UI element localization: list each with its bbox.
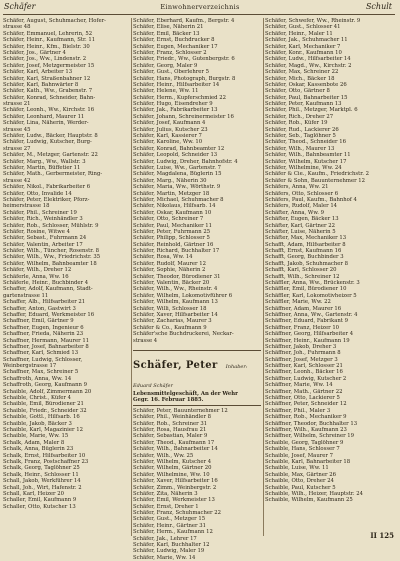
directory-entry: Schäfer, Philipp, Schlosser 5: [133, 235, 210, 242]
directory-entry: Schäfer, Zacharias, Maurer 3: [133, 318, 212, 325]
directory-entry: Schäfer & Sohn, Bauunternehmer 12: [265, 177, 366, 184]
directory-entry: Schäfers, Otto, Schlosser 6: [265, 190, 339, 197]
directory-entry: Schaible, Hans, Schlosser 7: [265, 446, 340, 453]
directory-entry: Schäfer, Wilhelm, Bahnbeamter 18: [3, 260, 97, 267]
column-middle: [133, 18, 261, 346]
directory-entry: Schaffer, Eduard, Werkmeister 16: [3, 311, 95, 318]
directory-entry: Schafft, Adam, Hilfsarbeiter 8: [265, 241, 346, 248]
directory-entry: Schäffner, Heinr., Kaufmann 19: [265, 337, 350, 344]
directory-entry: strasse 27: [3, 145, 31, 152]
directory-entry: Schäfer, Karoline, Ww. 10: [133, 139, 203, 146]
directory-entry: Schäffner, Peter, Schneider 12: [265, 401, 347, 408]
directory-entry: Schäfer, Rosa, Hausfrau 21: [133, 426, 207, 433]
directory-entry: Schäfer, Johann, Schreinermeister 16: [133, 113, 234, 120]
directory-entry: Schäfer, Martin, Büffetier 11: [3, 164, 81, 171]
directory-entry: Schaible, Otto, Dreher 24: [265, 478, 335, 485]
ad-line-2: Gegr. 16. Februar 1885.: [133, 397, 204, 404]
directory-entry: Schäfer, Zita, Näherin 3: [133, 490, 198, 497]
column-left: [3, 18, 129, 534]
directory-entry: Schäfer, Jak., Schuhmacher 11: [265, 37, 348, 44]
directory-entry: Schall, Karl, Heizer 20: [3, 490, 64, 497]
directory-entry: Schaffroth, Georg, Kaufmann 9: [3, 382, 87, 389]
directory-entry: Schäfer, Peter, Bauunternehmer 12: [133, 407, 228, 414]
directory-entry: Schaffner, Josef, Bahnarbeiter 8: [3, 343, 89, 350]
directory-entry: Schäfer, Lina, Näherin, Werder-: [3, 120, 89, 127]
directory-entry: Schäffler, Emil, Bürodiener 10: [265, 286, 347, 293]
directory-entry: Schafft, Ernst, Kaufmann 16: [265, 248, 342, 255]
directory-entry: Schäfer, Magdalena, Büglerin 15: [133, 171, 222, 178]
directory-entry: Schäfer, Luise, Ww., Gartenstr. 7: [133, 164, 221, 171]
directory-entry: Schaible, Wilhelm, Kaufmann 25: [265, 497, 353, 504]
directory-entry: Schäfer, Eugen, Mechaniker 17: [133, 43, 218, 50]
directory-entry: Schäfer, Josef, Metzgermeister 15: [3, 62, 95, 69]
directory-entry: Schäfer, Rosine, Witwe 4: [3, 228, 70, 235]
directory-entry: Schäfer, Wilhelm, Kutscher 17: [265, 158, 347, 165]
directory-entry: Schäfer, Jos., Gärtner 4: [3, 49, 66, 56]
directory-entry: Schäfer, Rud., Lackierer 26: [265, 126, 339, 133]
directory-entry: Schäfer, Theod., Kaufmann 17: [133, 439, 215, 446]
directory-entry: Schäfer, Wilhelmine, Ww. 24: [265, 164, 342, 171]
directory-entry: Schäffner, Jakob, Dreher 3: [265, 343, 337, 350]
directory-entry: Schäfer, Otto, Gärtner 8: [265, 88, 330, 95]
directory-entry: heimerstrasse 18: [3, 203, 50, 210]
directory-entry: Schäfer, Emmanuel, Lehrerin, 52: [3, 30, 93, 37]
directory-entry: Schaible, Paul, Kutscher 5: [265, 484, 336, 491]
directory-entry: Schäfer, Helene, Ww. 11: [133, 88, 199, 95]
directory-entry: Schaible, Gottl., Hilfsarb. 16: [3, 414, 80, 421]
directory-entry: Schaffner, Ludwig, Schlosser,: [3, 356, 83, 363]
directory-entry: strasse 21: [3, 101, 31, 108]
ad-following-entries: [133, 408, 261, 561]
directory-entry: strasse 42: [3, 177, 31, 184]
directory-entry: Schäfer, Nikolaus, Hilfsarb. 14: [133, 203, 216, 210]
directory-entry: Schäfer, Eberhard, Kaufm., Bergstr. 4: [133, 18, 235, 24]
directory-entry: Schäffner, Wilh., Kaufmann 23: [265, 427, 347, 433]
page-number: II 125: [370, 531, 394, 540]
directory-entry: Schäffner, Otto, Lackierer 5: [265, 395, 340, 402]
directory-entry: Schäfer, August, Schuhmacher, Hofer-: [3, 18, 106, 24]
directory-entry: Schäffner, Karl, Schlosser 21: [265, 363, 343, 370]
directory-entry: Schäfer, Jak., Fabrikarbeiter 13: [133, 107, 218, 114]
directory-entry: Schaible, Friedr., Schneider 32: [3, 407, 87, 414]
directory-entry: Schäfer, Michael, Schuhmacher 8: [133, 196, 224, 203]
header-rule: [3, 14, 395, 15]
directory-entry: Schäfer, Franz, Schlosser 2: [133, 49, 207, 56]
directory-entry: Schaible, Karl, Bahnarbeiter 18: [265, 458, 351, 465]
directory-entry: Schaible, Georg, Taglöhner 9: [265, 439, 344, 446]
directory-entry: strasse 4: [133, 337, 158, 344]
directory-entry: Schäfer, Paul, Mechaniker 11: [133, 222, 213, 229]
directory-entry: Schäfer, Schwefer, Ww., Rheinstr. 9: [265, 18, 361, 24]
column-divider: [131, 18, 132, 536]
directory-entry: Schäfer, Hans, Photograph, Burgstr. 8: [133, 75, 236, 82]
ad-owner: Inhaber: Eduard Schäfer: [133, 364, 248, 389]
directory-entry: Schäfer, Zimm., Weinbergstr. 2: [133, 484, 217, 491]
directory-entry: Schäfer, Wilh., Bahnbeamter 11: [265, 152, 351, 159]
directory-entry: Schaible, Christ., Küfer 4: [3, 395, 71, 402]
directory-entry: Schäfer, Leopold, Schneider 13: [133, 152, 218, 159]
directory-entry: Schäfer, Josef, Kaufmann 4: [133, 120, 206, 127]
directory-entry: Schäfer, Rich., Weinhändler 3: [3, 216, 83, 223]
directory-entry: Schäfer, Heinr., Gärtner 31: [133, 522, 206, 529]
directory-entry: Schäfer, Rosa, Ww. 14: [133, 254, 193, 261]
directory-entry: Schäfer, Rob., Küfer 19: [265, 120, 328, 127]
directory-entry: Schäfer, Ernst, Dreher 1: [133, 503, 199, 510]
directory-entry: Schäfer, Gust., Metzger 15: [133, 516, 206, 523]
directory-entry: Schäfer & Cie., Kaufm., Friedrichstr. 2: [265, 171, 369, 178]
directory-entry: Schäfer, Richard, Buchhalter 17: [133, 248, 220, 255]
directory-entry: Schäfer & Co., Kaufmann 9: [133, 324, 207, 331]
directory-entry: Schaible, Emil, Bürodiener 21: [3, 401, 84, 408]
directory-entry: Schaffner, Hermann, Maurer 11: [3, 337, 90, 344]
directory-entry: Schaffner, Eugen, Ingenieur 6: [3, 324, 84, 331]
directory-entry: Schäfer, Rob., Schlosser, Mühlstr. 9: [3, 222, 99, 229]
directory-entry: Schäffner, Eduard, Fabrikant 9: [265, 318, 348, 325]
directory-entry: Schäffler, Anna, Ww., Brückenstr. 3: [265, 280, 360, 287]
directory-entry: Schafft, Wilh., Schreiner 12: [265, 273, 340, 280]
directory-entry: Schäfer, Wilhelm, Gärtner 20: [133, 465, 212, 472]
header-right: Schult: [365, 2, 392, 11]
directory-entry: Schalk, Ernst, Hilfsarbeiter 10: [3, 452, 86, 459]
directory-entry: Schäfer, Jak., Lehrer 17: [133, 535, 197, 542]
directory-entry: Schäfter, Max, Mechaniker 13: [265, 235, 347, 242]
directory-entry: Schäffler, Marie, Ww. 22: [265, 299, 331, 306]
directory-entry: Schaible, Marie, Ww. 15: [3, 433, 69, 440]
directory-entry: Schäffner, Anna, Ww., Gartenstr. 4: [265, 311, 358, 318]
directory-entry: Schäfer, Wilh., Ww., Rheinstr. 4: [133, 286, 218, 293]
directory-entry: Schäfer, Heinr., Kaufmann, Str. 11: [3, 37, 96, 44]
directory-entry: Schäfer, Marg., Näherin 30: [133, 177, 207, 184]
directory-entry: Schaffner, Max, Schreiner 5: [3, 369, 79, 376]
directory-entry: Schäfer, Oskar, Kassenbote 26: [265, 81, 347, 88]
directory-entry: Schafft, Jakob, Schuhmacher 8: [265, 260, 348, 267]
directory-entry: Schäfer, Heinr., Maler 11: [265, 30, 333, 37]
directory-entry: Schäfer, Otto, Schreiner 7: [133, 216, 204, 223]
directory-entry: Schaible, Adolf, Zimmermann 20: [3, 388, 92, 395]
directory-entry: Schäfers, Anna, Ww. 21: [265, 184, 329, 191]
directory-entry: Schäfer, Xaver, Hilfsarbeiter 14: [133, 311, 218, 318]
directory-entry: Schäfer, Karl, Buchhalter 12: [133, 542, 210, 549]
column-divider: [263, 18, 264, 536]
directory-entry: Schafft, Karl, Schlosser 20: [265, 267, 337, 274]
directory-entry: Schaible, Wilh., Heizer, Hauptstr. 24: [265, 490, 363, 497]
directory-entry: Schäffner, Phil., Maler 3: [265, 407, 331, 414]
directory-entry: Schäfer, Wilh., Bahnarbeiter 14: [133, 446, 218, 453]
directory-entry: Schäfer, Valentin, Arbeiter 17: [3, 241, 83, 248]
directory-entry: Schäffner, Ludwig, Kutscher 2: [265, 375, 347, 382]
directory-entry: Schafft, Georg, Buchbinder 3: [265, 254, 344, 261]
directory-entry: Schäfer, Wilh., Ww., Friedrichstr. 35: [3, 254, 101, 261]
directory-entry: Schäfer, Peter, Kaufmann 13: [265, 101, 342, 108]
directory-entry: Schalk, Adam, Maler 8: [3, 439, 65, 446]
directory-entry: Schäfer, Ludwig, Kutscher, Burg-: [3, 139, 92, 146]
directory-entry: Schäfer, Kath., Ww., Grabenstr. 7: [3, 88, 93, 95]
directory-entry: Schaller, Otto, Kutscher 13: [3, 503, 76, 510]
header-left: Schäfer: [4, 2, 36, 11]
directory-entry: Schäffner, Adam, Maurer 16: [265, 305, 342, 312]
directory-entry: Schalk, Georg, Taglöhner 25: [3, 465, 80, 472]
directory-entry: Schäfer, Leonhard, Maurer 11: [3, 113, 85, 120]
directory-entry: Schäfer, Mich., Bäcker 18: [265, 75, 335, 82]
directory-entry: Schaffer, Alb., Hilfsarbeiter 21: [3, 299, 86, 306]
directory-entry: Schäffner, Franz, Heizer 10: [265, 324, 340, 331]
directory-entry: Schäfer, Karl, Mechaniker 7: [265, 43, 341, 50]
directory-entry: Schaffer, Anton, Gastwirt 3: [3, 305, 76, 312]
directory-entry: Schaible, Josef, Maurer 7: [265, 452, 333, 459]
directory-entry: Schäfer, Gust., Schlosser 41: [265, 24, 341, 31]
directory-entry: Schäfer, Wilhelm, Kutscher 4: [133, 458, 212, 465]
directory-entry: Schäfer, Karl, Straßenbahner 12: [3, 75, 91, 82]
directory-entry: Schäffner, Leonh., Bäcker 16: [265, 369, 343, 376]
business-advertisement: [133, 350, 261, 561]
directory-entry: Schäffler, Karl, Lokomotivheizer 5: [265, 292, 357, 299]
directory-entry: Schaller, Emil, Kaufmann 9: [3, 497, 77, 504]
directory-entry: Schäfter, Anna, Ww. 9: [265, 209, 324, 216]
directory-entry: Schäffner, Theodor, Buchhalter 13: [265, 420, 358, 427]
directory-entry: Schäfer, Karl, Bahnwärter 8: [3, 81, 79, 88]
directory-entry: strasse 48: [3, 24, 31, 31]
column-right: [265, 18, 396, 524]
directory-entry: Schäfer, Marg., Ww., Wallstr. 3: [3, 158, 86, 165]
directory-entry: Schäffner, Math., Gärtner 22: [265, 388, 343, 395]
directory-entry: Schäfer, Phil., Metzger, Marktpl. 6: [265, 107, 358, 114]
directory-entry: Schäfer, Reinhold, Gärtner 16: [133, 241, 214, 248]
directory-entry: Schäfer, Wilh., Maurer 13: [265, 145, 335, 152]
directory-entry: Schalk, Franz, Postschaffner 23: [3, 458, 89, 465]
directory-entry: Schäfer, Maria, Ww., Wörthstr. 9: [133, 184, 221, 191]
directory-entry: Schäffner, Marie, Ww. 14: [265, 382, 333, 389]
directory-entry: Schaible, Jakob, Bäcker 3: [3, 420, 72, 427]
directory-entry: Schäffner, Georg, Hilfsarbeiter 4: [265, 331, 354, 338]
directory-entry: Schaible, Luise, Ww. 11: [265, 465, 329, 472]
directory-entry: Schäfer, Ludwig, Maler 19: [133, 548, 205, 555]
directory-entry: Schäfer, Jos., Ww., Lindenstr. 2: [3, 56, 87, 63]
directory-entry: Schäfter, Eugen, Bäcker 13: [265, 216, 339, 223]
directory-entry: Schäfer, Martin, Metzger 18: [133, 190, 210, 197]
directory-entry: Schäfer, Emil, Werkmeister 13: [133, 497, 215, 504]
directory-entry: Schäfer, Nikol., Fabrikarbeiter 6: [3, 184, 91, 191]
directory-entry: Schäffner, Joh., Fuhrmann 8: [265, 350, 341, 357]
ad-box: [133, 350, 261, 406]
ad-line-1: Lebensmittelgeschäft, An der Wehr: [133, 391, 238, 397]
directory-entry: Schäfer, Karl, Kassierer 7: [133, 133, 202, 140]
directory-entry: Schäfer, Heinr., Kfm., Bielstr. 30: [3, 43, 90, 50]
directory-entry: Schäfer, Wilhelmine, Ww. 10: [133, 471, 210, 478]
directory-entry: Schäfer, Ludw., Hilfsarbeiter 14: [265, 56, 351, 63]
directory-entry: Schäfer, Gust., Oberlehrer 5: [133, 69, 210, 76]
directory-entry: Schäfer, Peter, Elektriker, Pforz-: [3, 196, 90, 203]
directory-entry: Schäfer, Wilhelm, Lokomotivführer 6: [133, 292, 233, 299]
directory-entry: Schall, Joh., Wirt, Hafenstr. 2: [3, 484, 82, 491]
directory-entry: Schäfers, Rudolf, Maler 14: [265, 203, 338, 210]
directory-entry: Schäfer, Sebastian, Maler 9: [133, 433, 208, 440]
directory-entry: Schäfer, Valentin, Bäcker 20: [133, 280, 210, 287]
directory-entry: Schäfer'sche Buchdruckerei, Neckar-: [133, 331, 234, 338]
directory-entry: Schaible, Karl, Magazinier 12: [3, 427, 83, 433]
directory-entry: Schäfer, Oskar, Kaufmann 10: [133, 209, 212, 216]
directory-entry: Schäfer, Konrad, Schneider, Bahn-: [3, 94, 96, 101]
directory-entry: Schäfer, Julius, Kutscher 23: [133, 126, 208, 133]
directory-entry: Schaible, Max, Gärtner 26: [265, 471, 336, 478]
directory-entry: Schäfer, Wilh., Ww. 25: [133, 452, 194, 459]
directory-entry: Schaffroth, Anna, Ww. 14: [3, 375, 72, 382]
directory-entry: Schäfer, Herm., Kaufmann 12: [133, 529, 213, 536]
directory-entry: Schäfer, Karl, Arbeiter 13: [3, 69, 73, 76]
directory-entry: Schäffner, Wilhelm, Schreiner 19: [265, 433, 355, 440]
directory-entry: Schäfer, Konr., Kaufmann 10: [265, 49, 342, 56]
directory-entry: Schäferle, Heinr., Buchbinder 4: [3, 280, 89, 287]
directory-entry: Schäfer, Rich., Dreher 27: [265, 113, 334, 120]
directory-entry: Schäfer, Wilh., Dreher 12: [3, 267, 72, 274]
directory-entry: Schäfer, Wilh., Tüncher, Rosenstr. 8: [3, 248, 99, 255]
directory-entry: Schäfer, Otto, Invalide 14: [3, 190, 72, 197]
directory-entry: Schäfer, M., Metzger, Gartenstr. 22: [3, 152, 98, 159]
directory-entry: Schäfers, Paul, Kaufm., Bahnhof 4: [265, 196, 357, 203]
directory-entry: Schäfer, Theodor, Bürodiener 31: [133, 273, 221, 280]
directory-entry: Schalk, Anna, Büglerin 23: [3, 446, 74, 453]
directory-entry: Schäfer, Sophie, Näherin 2: [133, 267, 206, 274]
directory-entry: Schalk, Heinr., Schlosser 11: [3, 471, 79, 478]
directory-entry: Schäfer, Theod., Schneider 16: [265, 139, 347, 146]
directory-entry: Schäfer, Elise, Näherin 21: [133, 24, 204, 31]
directory-entry: Schäfer, Marie, Ww. 14: [133, 554, 196, 561]
directory-entry: Schäfer, Ernst, Buchdrucker 8: [133, 37, 215, 44]
directory-entry: Schäfer, Emil, Bäcker 13: [133, 30, 200, 37]
directory-entry: Schäfer, Seb., Taglöhner 5: [265, 133, 336, 140]
directory-entry: Schäfer, Herm., Kupferschmied 22: [133, 94, 226, 101]
directory-entry: Weinbergstrasse 17: [3, 363, 57, 370]
directory-entry: Schäfter, Karl, Gärtner 22: [265, 222, 335, 229]
directory-entry: Schaffner, Frieda, Näherin 23: [3, 331, 84, 338]
directory-entry: Schäfer, Sebast., Fuhrmann 24: [3, 235, 87, 242]
directory-entry: Schäfer, Franz, Schuhmacher 22: [133, 510, 221, 517]
directory-entry: Schäferle, Anna, Ww. 16: [3, 273, 69, 280]
directory-entry: Schäfer, Heinr., Hilfsarbeiter 14: [133, 81, 220, 88]
directory-entry: Schaffer, Adolf, Kaufmann, Stadt-: [3, 286, 93, 293]
directory-entry: Schaffner, Karl, Schmied 13: [3, 350, 79, 357]
directory-entry: Schäfer, Konrad, Bahnbeamter 12: [133, 145, 225, 152]
directory-entry: Schäfer, Hugo, Eisendreher 9: [133, 101, 213, 108]
directory-entry: Schäffner, Rob., Mechaniker 9: [265, 414, 347, 421]
directory-entry: Schäfer, Georg, Maler 9: [133, 62, 198, 69]
directory-entry: Schäfer, Max, Schreiner 22: [265, 69, 339, 76]
directory-entry: Schäfer, Willi, Schlosser 18: [133, 305, 207, 312]
directory-entry: Schäfer, Phil., Weinhändler 8: [133, 414, 212, 421]
ad-business-name: Schäfer, Peter: [133, 360, 218, 371]
directory-entry: Schäfter, Luise, Näherin 5: [265, 228, 336, 235]
directory-entry: Schäfer, Wilhelm, Kaufmann 13: [133, 299, 218, 306]
directory-entry: Schäfer, Leonh., Ww., Kirchstr. 16: [3, 107, 95, 114]
directory-entry: Schäfer, Ludwig, Dreher, Bahnhofstr. 4: [133, 158, 238, 165]
directory-entry: Schäfer, Xaver, Hilfsarbeiter 16: [133, 478, 218, 485]
header-center: Einwohnerverzeichnis: [160, 3, 240, 11]
directory-entry: Schäfer, Phil., Schreiner 19: [3, 209, 77, 216]
directory-entry: Schäfer, Peter, Fuhrmann 25: [133, 228, 211, 235]
directory-entry: strasse 45: [3, 126, 31, 133]
directory-entry: Schäfer, Ludw., Bäcker, Hauptstr. 8: [3, 133, 98, 140]
directory-entry: Schäffner, Josef, Metzger 3: [265, 356, 338, 363]
directory-entry: Schäfer, Rob., Schreiner 31: [133, 420, 208, 427]
directory-entry: Schäfer, Friedr., Ww., Gutenbergstr. 6: [133, 56, 235, 63]
directory-entry: Schäfer, Paul, Bahnarbeiter 15: [265, 94, 348, 101]
directory-entry: Schäfer, Rudolf, Maurer 12: [133, 260, 207, 267]
directory-entry: gartenstrasse 11: [3, 292, 49, 299]
directory-entry: Schaffner, Emil, Gärtner 9: [3, 318, 74, 325]
directory-entry: Schäfer, Math., Gerbermeister, Ring-: [3, 171, 103, 178]
directory-entry: Schäfer, Magd., Ww., Kirchstr. 2: [265, 62, 352, 69]
directory-entry: Schall, Jakob, Werkführer 14: [3, 478, 81, 485]
